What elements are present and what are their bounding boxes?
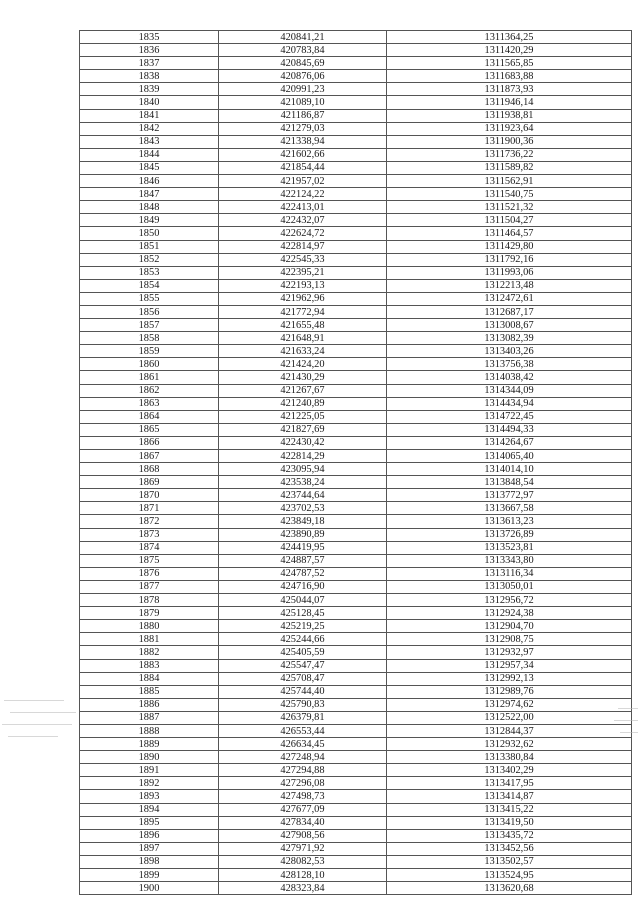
y-coordinate-cell: 1314434,94 — [387, 397, 632, 410]
y-coordinate-cell: 1311938,81 — [387, 109, 632, 122]
y-coordinate-cell: 1313414,87 — [387, 790, 632, 803]
point-number-cell: 1895 — [80, 816, 219, 829]
y-coordinate-cell: 1313050,01 — [387, 580, 632, 593]
table-row — [80, 135, 632, 148]
x-coordinate-cell: 421424,20 — [219, 358, 387, 371]
point-number-cell: 1882 — [80, 646, 219, 659]
table-row — [80, 305, 632, 318]
y-coordinate-cell: 1311420,29 — [387, 44, 632, 57]
x-coordinate-cell: 420783,84 — [219, 44, 387, 57]
y-coordinate-cell: 1312908,75 — [387, 633, 632, 646]
coordinates-table — [79, 30, 632, 895]
y-coordinate-cell: 1314065,40 — [387, 450, 632, 463]
table-row — [80, 738, 632, 751]
table-row — [80, 319, 632, 332]
table-row — [80, 214, 632, 227]
y-coordinate-cell: 1312957,34 — [387, 659, 632, 672]
x-coordinate-cell: 421772,94 — [219, 305, 387, 318]
point-number-cell: 1867 — [80, 450, 219, 463]
point-number-cell: 1885 — [80, 685, 219, 698]
scan-artifact-left — [8, 736, 58, 737]
point-number-cell: 1838 — [80, 70, 219, 83]
x-coordinate-cell: 422814,97 — [219, 240, 387, 253]
y-coordinate-cell: 1311873,93 — [387, 83, 632, 96]
x-coordinate-cell: 421186,87 — [219, 109, 387, 122]
table-row — [80, 672, 632, 685]
y-coordinate-cell: 1311565,85 — [387, 57, 632, 70]
point-number-cell: 1876 — [80, 567, 219, 580]
point-number-cell: 1880 — [80, 620, 219, 633]
table-row — [80, 358, 632, 371]
table-row — [80, 31, 632, 44]
y-coordinate-cell: 1311736,22 — [387, 148, 632, 161]
y-coordinate-cell: 1312472,61 — [387, 292, 632, 305]
y-coordinate-cell: 1313402,29 — [387, 764, 632, 777]
table-row — [80, 882, 632, 895]
table-row — [80, 790, 632, 803]
y-coordinate-cell: 1313523,81 — [387, 541, 632, 554]
table-row — [80, 567, 632, 580]
x-coordinate-cell: 420845,69 — [219, 57, 387, 70]
point-number-cell: 1891 — [80, 764, 219, 777]
x-coordinate-cell: 424716,90 — [219, 580, 387, 593]
y-coordinate-cell: 1313415,22 — [387, 803, 632, 816]
table-row — [80, 423, 632, 436]
x-coordinate-cell: 427498,73 — [219, 790, 387, 803]
x-coordinate-cell: 421267,67 — [219, 384, 387, 397]
table-row — [80, 554, 632, 567]
x-coordinate-cell: 421648,91 — [219, 332, 387, 345]
y-coordinate-cell: 1312974,62 — [387, 698, 632, 711]
x-coordinate-cell: 421962,96 — [219, 292, 387, 305]
x-coordinate-cell: 420876,06 — [219, 70, 387, 83]
x-coordinate-cell: 425219,25 — [219, 620, 387, 633]
y-coordinate-cell: 1311792,16 — [387, 253, 632, 266]
x-coordinate-cell: 421633,24 — [219, 345, 387, 358]
y-coordinate-cell: 1312904,70 — [387, 620, 632, 633]
table-row — [80, 711, 632, 724]
table-row — [80, 502, 632, 515]
x-coordinate-cell: 421338,94 — [219, 135, 387, 148]
table-row — [80, 751, 632, 764]
table-row — [80, 384, 632, 397]
table-row — [80, 175, 632, 188]
x-coordinate-cell: 425744,40 — [219, 685, 387, 698]
table-row — [80, 698, 632, 711]
table-row — [80, 515, 632, 528]
point-number-cell: 1869 — [80, 476, 219, 489]
x-coordinate-cell: 428082,53 — [219, 855, 387, 868]
table-row — [80, 685, 632, 698]
y-coordinate-cell: 1312522,00 — [387, 711, 632, 724]
table-row — [80, 646, 632, 659]
table-row — [80, 855, 632, 868]
x-coordinate-cell: 421430,29 — [219, 371, 387, 384]
y-coordinate-cell: 1311589,82 — [387, 161, 632, 174]
y-coordinate-cell: 1313380,84 — [387, 751, 632, 764]
point-number-cell: 1865 — [80, 423, 219, 436]
table-row — [80, 659, 632, 672]
x-coordinate-cell: 422545,33 — [219, 253, 387, 266]
x-coordinate-cell: 422124,22 — [219, 188, 387, 201]
table-row — [80, 161, 632, 174]
point-number-cell: 1873 — [80, 528, 219, 541]
point-number-cell: 1877 — [80, 580, 219, 593]
y-coordinate-cell: 1313419,50 — [387, 816, 632, 829]
table-row — [80, 292, 632, 305]
y-coordinate-cell: 1311993,06 — [387, 266, 632, 279]
scan-artifact-right — [614, 720, 638, 721]
point-number-cell: 1847 — [80, 188, 219, 201]
x-coordinate-cell: 421827,69 — [219, 423, 387, 436]
y-coordinate-cell: 1314264,67 — [387, 436, 632, 449]
x-coordinate-cell: 421240,89 — [219, 397, 387, 410]
table-row — [80, 240, 632, 253]
y-coordinate-cell: 1311900,36 — [387, 135, 632, 148]
y-coordinate-cell: 1313082,39 — [387, 332, 632, 345]
table-row — [80, 57, 632, 70]
table-row — [80, 201, 632, 214]
point-number-cell: 1866 — [80, 436, 219, 449]
y-coordinate-cell: 1313848,54 — [387, 476, 632, 489]
table-row — [80, 188, 632, 201]
x-coordinate-cell: 425244,66 — [219, 633, 387, 646]
point-number-cell: 1883 — [80, 659, 219, 672]
x-coordinate-cell: 427677,09 — [219, 803, 387, 816]
point-number-cell: 1836 — [80, 44, 219, 57]
y-coordinate-cell: 1313726,89 — [387, 528, 632, 541]
point-number-cell: 1871 — [80, 502, 219, 515]
x-coordinate-cell: 426634,45 — [219, 738, 387, 751]
x-coordinate-cell: 425708,47 — [219, 672, 387, 685]
table-row — [80, 607, 632, 620]
point-number-cell: 1855 — [80, 292, 219, 305]
y-coordinate-cell: 1313620,68 — [387, 882, 632, 895]
coordinates-table-body — [80, 31, 632, 895]
point-number-cell: 1881 — [80, 633, 219, 646]
table-row — [80, 96, 632, 109]
y-coordinate-cell: 1312932,97 — [387, 646, 632, 659]
x-coordinate-cell: 427248,94 — [219, 751, 387, 764]
x-coordinate-cell: 425128,45 — [219, 607, 387, 620]
y-coordinate-cell: 1312992,13 — [387, 672, 632, 685]
table-row — [80, 463, 632, 476]
x-coordinate-cell: 421957,02 — [219, 175, 387, 188]
y-coordinate-cell: 1314722,45 — [387, 410, 632, 423]
x-coordinate-cell: 426553,44 — [219, 724, 387, 737]
table-row — [80, 764, 632, 777]
y-coordinate-cell: 1312989,76 — [387, 685, 632, 698]
point-number-cell: 1850 — [80, 227, 219, 240]
table-row — [80, 777, 632, 790]
table-row — [80, 332, 632, 345]
x-coordinate-cell: 423538,24 — [219, 476, 387, 489]
table-row — [80, 44, 632, 57]
y-coordinate-cell: 1311683,88 — [387, 70, 632, 83]
y-coordinate-cell: 1312213,48 — [387, 279, 632, 292]
point-number-cell: 1857 — [80, 319, 219, 332]
scan-artifact-right — [618, 708, 638, 709]
point-number-cell: 1892 — [80, 777, 219, 790]
point-number-cell: 1889 — [80, 738, 219, 751]
x-coordinate-cell: 423849,18 — [219, 515, 387, 528]
x-coordinate-cell: 427294,88 — [219, 764, 387, 777]
y-coordinate-cell: 1314494,33 — [387, 423, 632, 436]
x-coordinate-cell: 427971,92 — [219, 842, 387, 855]
table-row — [80, 528, 632, 541]
x-coordinate-cell: 427834,40 — [219, 816, 387, 829]
y-coordinate-cell: 1311562,91 — [387, 175, 632, 188]
x-coordinate-cell: 428323,84 — [219, 882, 387, 895]
table-row — [80, 489, 632, 502]
table-row — [80, 541, 632, 554]
x-coordinate-cell: 421602,66 — [219, 148, 387, 161]
point-number-cell: 1890 — [80, 751, 219, 764]
y-coordinate-cell: 1311504,27 — [387, 214, 632, 227]
y-coordinate-cell: 1313403,26 — [387, 345, 632, 358]
table-row — [80, 83, 632, 96]
point-number-cell: 1848 — [80, 201, 219, 214]
table-row — [80, 633, 632, 646]
y-coordinate-cell: 1311464,57 — [387, 227, 632, 240]
y-coordinate-cell: 1313008,67 — [387, 319, 632, 332]
scan-artifact-right — [620, 732, 638, 733]
table-row — [80, 869, 632, 882]
y-coordinate-cell: 1313502,57 — [387, 855, 632, 868]
x-coordinate-cell: 423890,89 — [219, 528, 387, 541]
table-row — [80, 227, 632, 240]
table-row — [80, 148, 632, 161]
point-number-cell: 1872 — [80, 515, 219, 528]
point-number-cell: 1862 — [80, 384, 219, 397]
point-number-cell: 1858 — [80, 332, 219, 345]
table-row — [80, 397, 632, 410]
table-row — [80, 816, 632, 829]
table-row — [80, 620, 632, 633]
table-row — [80, 70, 632, 83]
x-coordinate-cell: 427296,08 — [219, 777, 387, 790]
point-number-cell: 1843 — [80, 135, 219, 148]
y-coordinate-cell: 1313343,80 — [387, 554, 632, 567]
table-row — [80, 410, 632, 423]
y-coordinate-cell: 1312687,17 — [387, 305, 632, 318]
table-row — [80, 450, 632, 463]
point-number-cell: 1897 — [80, 842, 219, 855]
y-coordinate-cell: 1312844,37 — [387, 724, 632, 737]
x-coordinate-cell: 422430,42 — [219, 436, 387, 449]
point-number-cell: 1894 — [80, 803, 219, 816]
y-coordinate-cell: 1311540,75 — [387, 188, 632, 201]
point-number-cell: 1846 — [80, 175, 219, 188]
point-number-cell: 1839 — [80, 83, 219, 96]
x-coordinate-cell: 423702,53 — [219, 502, 387, 515]
y-coordinate-cell: 1313116,34 — [387, 567, 632, 580]
point-number-cell: 1870 — [80, 489, 219, 502]
x-coordinate-cell: 424419,95 — [219, 541, 387, 554]
y-coordinate-cell: 1311923,64 — [387, 122, 632, 135]
point-number-cell: 1864 — [80, 410, 219, 423]
y-coordinate-cell: 1313756,38 — [387, 358, 632, 371]
x-coordinate-cell: 423744,64 — [219, 489, 387, 502]
scan-artifact-left — [10, 712, 76, 713]
point-number-cell: 1886 — [80, 698, 219, 711]
point-number-cell: 1849 — [80, 214, 219, 227]
x-coordinate-cell: 421225,05 — [219, 410, 387, 423]
x-coordinate-cell: 423095,94 — [219, 463, 387, 476]
table-row — [80, 266, 632, 279]
point-number-cell: 1853 — [80, 266, 219, 279]
point-number-cell: 1845 — [80, 161, 219, 174]
x-coordinate-cell: 421279,03 — [219, 122, 387, 135]
point-number-cell: 1884 — [80, 672, 219, 685]
point-number-cell: 1861 — [80, 371, 219, 384]
x-coordinate-cell: 425790,83 — [219, 698, 387, 711]
table-row — [80, 580, 632, 593]
y-coordinate-cell: 1311521,32 — [387, 201, 632, 214]
x-coordinate-cell: 422814,29 — [219, 450, 387, 463]
point-number-cell: 1844 — [80, 148, 219, 161]
point-number-cell: 1842 — [80, 122, 219, 135]
x-coordinate-cell: 421854,44 — [219, 161, 387, 174]
y-coordinate-cell: 1311946,14 — [387, 96, 632, 109]
point-number-cell: 1860 — [80, 358, 219, 371]
y-coordinate-cell: 1313435,72 — [387, 829, 632, 842]
point-number-cell: 1854 — [80, 279, 219, 292]
table-row — [80, 842, 632, 855]
table-row — [80, 829, 632, 842]
point-number-cell: 1874 — [80, 541, 219, 554]
scan-artifact-left — [2, 724, 72, 725]
x-coordinate-cell: 428128,10 — [219, 869, 387, 882]
point-number-cell: 1868 — [80, 463, 219, 476]
y-coordinate-cell: 1313417,95 — [387, 777, 632, 790]
y-coordinate-cell: 1312924,38 — [387, 607, 632, 620]
table-row — [80, 279, 632, 292]
y-coordinate-cell: 1312932,62 — [387, 738, 632, 751]
x-coordinate-cell: 420841,21 — [219, 31, 387, 44]
x-coordinate-cell: 425044,07 — [219, 594, 387, 607]
x-coordinate-cell: 422395,21 — [219, 266, 387, 279]
point-number-cell: 1900 — [80, 882, 219, 895]
x-coordinate-cell: 422413,01 — [219, 201, 387, 214]
x-coordinate-cell: 426379,81 — [219, 711, 387, 724]
table-row — [80, 803, 632, 816]
y-coordinate-cell: 1314038,42 — [387, 371, 632, 384]
point-number-cell: 1887 — [80, 711, 219, 724]
point-number-cell: 1896 — [80, 829, 219, 842]
point-number-cell: 1840 — [80, 96, 219, 109]
point-number-cell: 1835 — [80, 31, 219, 44]
point-number-cell: 1875 — [80, 554, 219, 567]
y-coordinate-cell: 1313524,95 — [387, 869, 632, 882]
x-coordinate-cell: 422624,72 — [219, 227, 387, 240]
y-coordinate-cell: 1313667,58 — [387, 502, 632, 515]
point-number-cell: 1863 — [80, 397, 219, 410]
point-number-cell: 1898 — [80, 855, 219, 868]
table-row — [80, 476, 632, 489]
x-coordinate-cell: 422193,13 — [219, 279, 387, 292]
x-coordinate-cell: 421655,48 — [219, 319, 387, 332]
y-coordinate-cell: 1313772,97 — [387, 489, 632, 502]
x-coordinate-cell: 424887,57 — [219, 554, 387, 567]
y-coordinate-cell: 1312956,72 — [387, 594, 632, 607]
table-row — [80, 371, 632, 384]
x-coordinate-cell: 424787,52 — [219, 567, 387, 580]
point-number-cell: 1878 — [80, 594, 219, 607]
table-row — [80, 109, 632, 122]
y-coordinate-cell: 1314344,09 — [387, 384, 632, 397]
point-number-cell: 1841 — [80, 109, 219, 122]
table-row — [80, 345, 632, 358]
point-number-cell: 1899 — [80, 869, 219, 882]
x-coordinate-cell: 427908,56 — [219, 829, 387, 842]
x-coordinate-cell: 422432,07 — [219, 214, 387, 227]
x-coordinate-cell: 421089,10 — [219, 96, 387, 109]
point-number-cell: 1893 — [80, 790, 219, 803]
point-number-cell: 1852 — [80, 253, 219, 266]
y-coordinate-cell: 1313613,23 — [387, 515, 632, 528]
table-row — [80, 253, 632, 266]
point-number-cell: 1837 — [80, 57, 219, 70]
point-number-cell: 1859 — [80, 345, 219, 358]
point-number-cell: 1888 — [80, 724, 219, 737]
y-coordinate-cell: 1314014,10 — [387, 463, 632, 476]
y-coordinate-cell: 1311429,80 — [387, 240, 632, 253]
scan-artifact-left — [4, 700, 64, 701]
y-coordinate-cell: 1313452,56 — [387, 842, 632, 855]
point-number-cell: 1856 — [80, 305, 219, 318]
x-coordinate-cell: 425547,47 — [219, 659, 387, 672]
table-row — [80, 122, 632, 135]
x-coordinate-cell: 425405,59 — [219, 646, 387, 659]
table-row — [80, 436, 632, 449]
table-row — [80, 594, 632, 607]
point-number-cell: 1851 — [80, 240, 219, 253]
point-number-cell: 1879 — [80, 607, 219, 620]
table-row — [80, 724, 632, 737]
y-coordinate-cell: 1311364,25 — [387, 31, 632, 44]
x-coordinate-cell: 420991,23 — [219, 83, 387, 96]
